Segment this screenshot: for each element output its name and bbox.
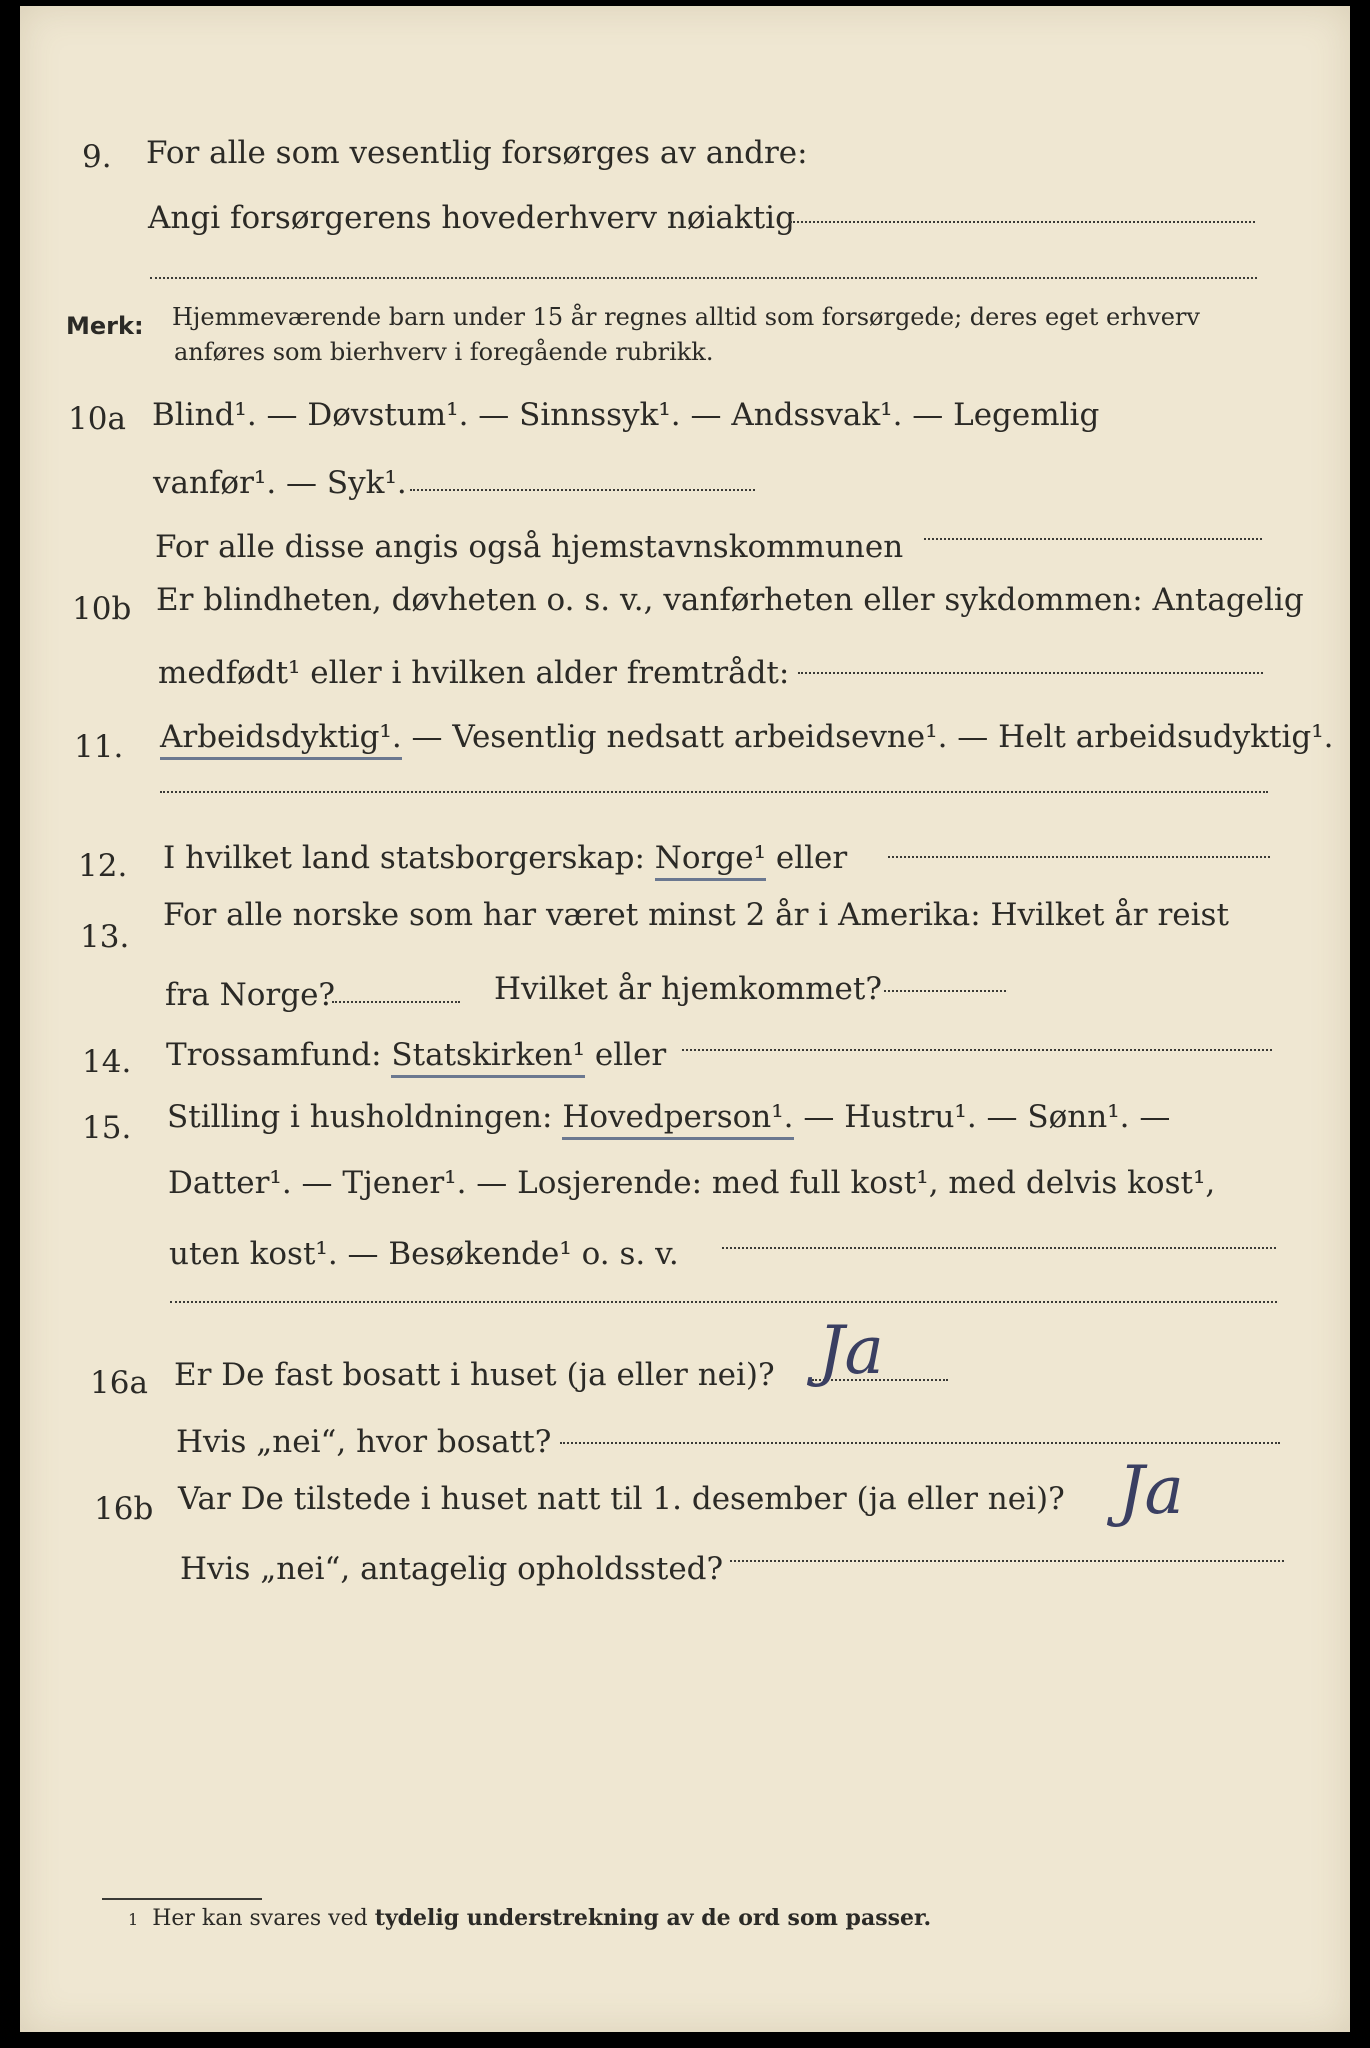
q12-line (163, 840, 848, 876)
q16a-line1: Er De fast bosatt i huset (ja eller nei)? (174, 1357, 775, 1393)
merk-label: Merk: (66, 312, 144, 340)
q11-line (160, 719, 1334, 755)
merk-line1: Hjemmeværende barn under 15 år regnes alltid som forsørgede; deres eget erhverv (172, 303, 1200, 331)
q12-option-norge[interactable]: Norge¹ (655, 840, 766, 881)
q10a-number: 10a (68, 401, 126, 437)
q15-answer-line-2[interactable] (170, 1301, 1277, 1303)
q14-post: eller (585, 1037, 667, 1073)
footnote-bold-text: tydelig understrekning av de ord som passer. (374, 1905, 932, 1931)
q13-number: 13. (80, 919, 130, 955)
q12-post: eller (766, 840, 848, 876)
q15-post: — Hustru¹. — Sønn¹. — (793, 1099, 1171, 1135)
q16a-number: 16a (90, 1365, 148, 1401)
q15-number: 15. (82, 1110, 132, 1146)
q10b-line1: Er blindheten, døvheten o. s. v., vanførheten eller sykdommen: Antagelig (156, 582, 1304, 618)
q9-line2: Angi forsørgerens hovederhverv nøiaktig (148, 200, 795, 236)
q9-answer-line-2[interactable] (150, 277, 1257, 279)
q16b-line2: Hvis „nei“, antagelig opholdssted? (180, 1551, 724, 1587)
q11-number: 11. (74, 729, 124, 765)
q15-option-hovedperson[interactable]: Hovedperson¹. (562, 1099, 793, 1140)
q11-rest: — Vesentlig nedsatt arbeidsevne¹. — Helt arbeidsudyktig¹. (401, 719, 1334, 755)
q11-option-arbeidsdyktig[interactable]: Arbeidsdyktig¹. (160, 719, 402, 760)
q10a-line1: Blind¹. — Døvstum¹. — Sinnssyk¹. — Andssvak¹. — Legemlig (152, 397, 1100, 433)
footnote-mark: 1 (128, 1910, 139, 1929)
q10a-line2: vanfør¹. — Syk¹. (153, 465, 407, 501)
q16b-handwritten-answer: Ja (1118, 1452, 1184, 1529)
q13-line1: For alle norske som har været minst 2 år i Amerika: Hvilket år reist (163, 897, 1229, 933)
footnote-text: Her kan svares ved (152, 1906, 375, 1931)
q9-number: 9. (82, 139, 112, 175)
q15-pre: Stilling i husholdningen: (167, 1099, 563, 1135)
q15-line2: Datter¹. — Tjener¹. — Losjerende: med full kost¹, med delvis kost¹, (168, 1165, 1216, 1201)
q10a-answer-line[interactable] (410, 489, 755, 491)
q14-number: 14. (82, 1044, 132, 1080)
q9-line1: For alle som vesentlig forsørges av andre: (146, 135, 808, 171)
q12-answer-line[interactable] (888, 856, 1270, 858)
q10b-answer-line[interactable] (798, 672, 1263, 674)
q11-answer-line[interactable] (160, 791, 1268, 793)
footnote (128, 1905, 931, 1931)
q9-answer-line[interactable] (790, 221, 1255, 223)
q13-hjemkommet-line[interactable] (884, 990, 1006, 992)
q13-line2b: Hvilket år hjemkommet? (494, 971, 882, 1007)
q16a-handwritten-answer: Ja (818, 1312, 884, 1389)
q16a-bosatt-line[interactable] (560, 1442, 1280, 1444)
q14-pre: Trossamfund: (166, 1037, 392, 1073)
q16a-line2: Hvis „nei“, hvor bosatt? (176, 1424, 552, 1460)
merk-line2: anføres som bierhverv i foregående rubrikk. (174, 338, 714, 366)
q13-reist-line[interactable] (332, 1001, 460, 1003)
q14-option-statskirken[interactable]: Statskirken¹ (391, 1037, 585, 1078)
footnote-rule (102, 1898, 262, 1900)
q14-line (166, 1037, 667, 1073)
q13-line2a: fra Norge? (165, 977, 336, 1013)
q12-number: 12. (78, 848, 128, 884)
q15-line3: uten kost¹. — Besøkende¹ o. s. v. (169, 1236, 679, 1272)
merk-note (66, 314, 144, 338)
q10b-line2: medfødt¹ eller i hvilken alder fremtrådt: (158, 655, 790, 691)
q10b-number: 10b (72, 591, 132, 627)
q15-answer-line[interactable] (722, 1247, 1276, 1249)
q12-pre: I hvilket land statsborgerskap: (163, 840, 655, 876)
q10a-line3: For alle disse angis også hjemstavnskommunen (155, 529, 904, 565)
q16b-number: 16b (94, 1491, 154, 1527)
q15-line1 (167, 1099, 1171, 1135)
q16b-opholdssted-line[interactable] (730, 1560, 1284, 1562)
q16b-line1: Var De tilstede i huset natt til 1. desember (ja eller nei)? (178, 1481, 1065, 1517)
q10a-kommune-line[interactable] (924, 538, 1262, 540)
q14-answer-line[interactable] (682, 1049, 1272, 1051)
